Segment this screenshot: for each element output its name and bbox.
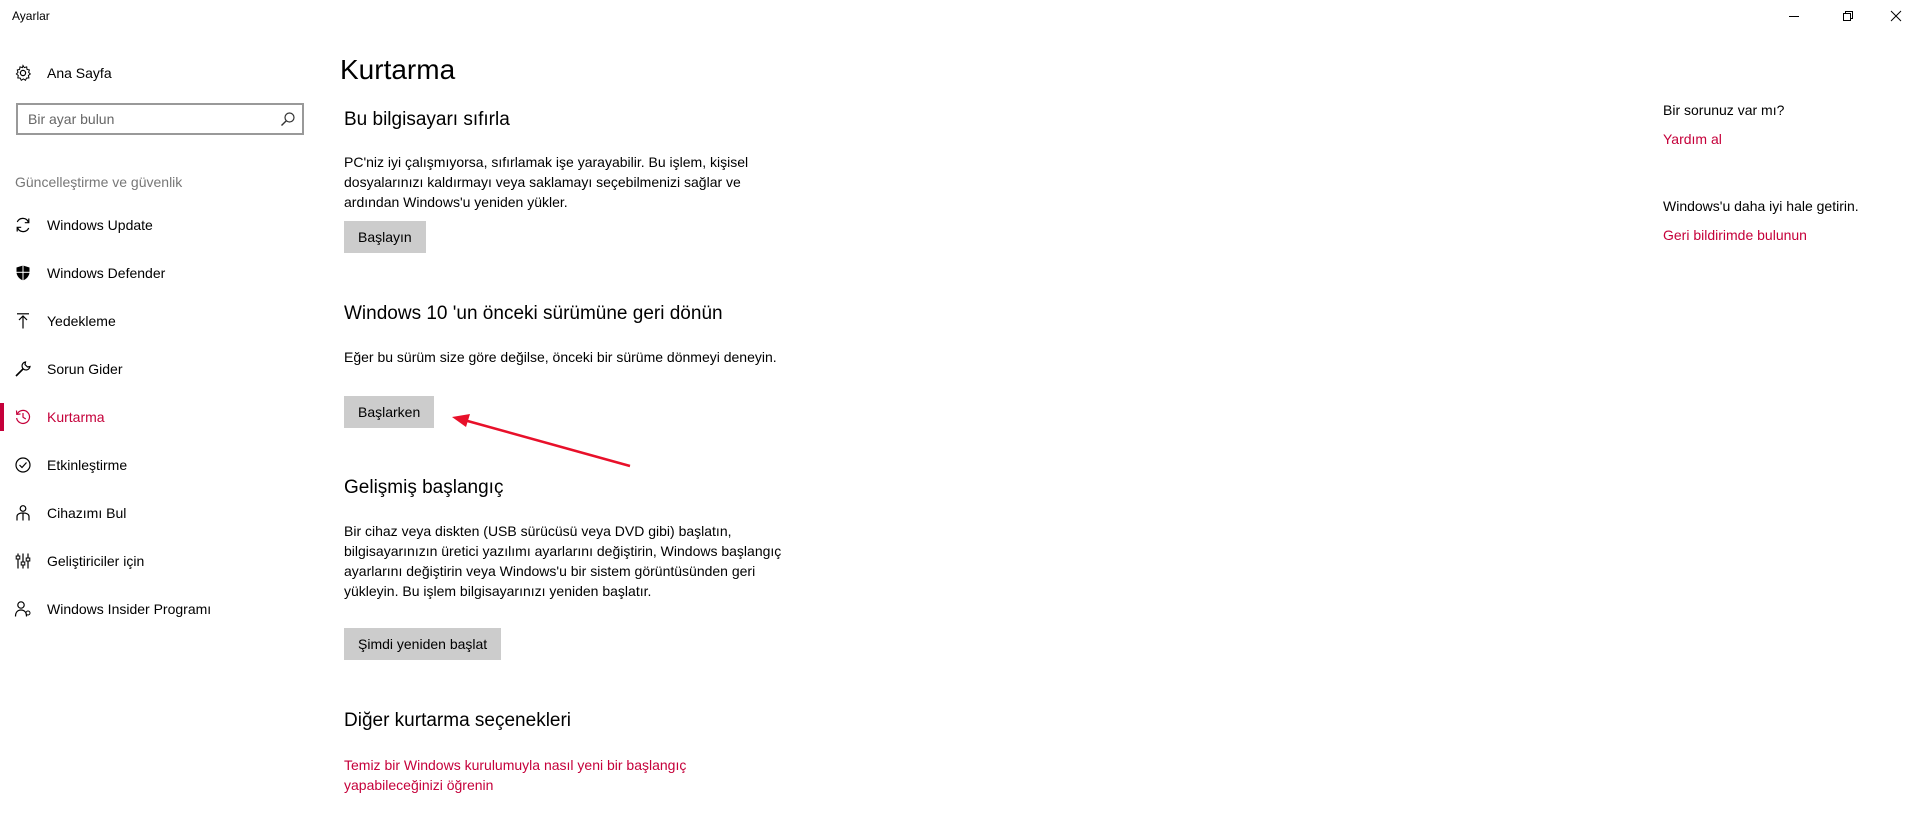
search-icon[interactable] bbox=[280, 111, 296, 132]
clean-install-link[interactable]: Temiz bir Windows kurulumuyla nasıl yeni bir başlangıç yapabileceğinizi öğrenin bbox=[344, 757, 687, 793]
sidebar-item-gelistiriciler-icin[interactable] bbox=[0, 541, 320, 581]
sidebar-item-label: Kurtarma bbox=[47, 409, 105, 425]
backup-arrow-icon bbox=[14, 312, 32, 330]
reset-description: PC'niz iyi çalışmıyorsa, sıfırlamak işe yarayabilir. Bu işlem, kişisel dosyalarınızı kaldırmayı veya saklamayı seçebilmenizi sağlar ve ardından Windows'u yeniden yükler. bbox=[344, 154, 749, 210]
reset-title: Bu bilgisayarı sıfırla bbox=[344, 109, 510, 130]
sidebar-item-windows-update[interactable] bbox=[0, 205, 320, 245]
sidebar-item-label: Windows Defender bbox=[47, 265, 166, 281]
restore-button[interactable] bbox=[1825, 0, 1871, 32]
sidebar-item-windows-insider[interactable] bbox=[0, 589, 320, 629]
rollback-start-button[interactable]: Başlarken bbox=[344, 396, 434, 428]
give-feedback-link[interactable]: Geri bildirimde bulunun bbox=[1663, 227, 1807, 243]
feedback-prompt: Windows'u daha iyi hale getirin. bbox=[1663, 198, 1859, 214]
minimize-button[interactable] bbox=[1771, 0, 1817, 32]
sidebar-item-kurtarma[interactable] bbox=[0, 397, 320, 437]
check-circle-icon bbox=[14, 456, 32, 474]
title-bar bbox=[0, 0, 1919, 32]
sidebar-item-cihazimi-bul[interactable] bbox=[0, 493, 320, 533]
sidebar-item-etkinlestirme[interactable] bbox=[0, 445, 320, 485]
insider-person-icon bbox=[14, 600, 32, 618]
advanced-title: Gelişmiş başlangıç bbox=[344, 477, 504, 498]
nav-home[interactable] bbox=[0, 56, 320, 90]
sidebar-item-label: Sorun Gider bbox=[47, 361, 123, 377]
page-title: Kurtarma bbox=[340, 54, 456, 85]
sidebar-item-windows-defender[interactable] bbox=[0, 253, 320, 293]
sidebar-item-sorun-gider[interactable] bbox=[0, 349, 320, 389]
restart-now-button[interactable]: Şimdi yeniden başlat bbox=[344, 628, 501, 660]
search-input[interactable] bbox=[18, 105, 268, 133]
sidebar-item-label: Windows Insider Programı bbox=[47, 601, 212, 617]
shield-icon bbox=[14, 264, 32, 282]
sidebar-item-label: Yedekleme bbox=[47, 313, 116, 329]
rollback-description: Eğer bu sürüm size göre değilse, önceki bir sürüme dönmeyi deneyin. bbox=[344, 349, 777, 365]
developer-sliders-icon bbox=[14, 552, 32, 570]
close-icon bbox=[1890, 10, 1902, 22]
sidebar-item-yedekleme[interactable] bbox=[0, 301, 320, 341]
sidebar-item-label: Geliştiriciler için bbox=[47, 553, 145, 569]
selection-indicator bbox=[0, 403, 4, 431]
sync-icon bbox=[14, 216, 32, 234]
restore-icon bbox=[1842, 10, 1854, 22]
sidebar-section-heading: Güncelleştirme ve güvenlik bbox=[15, 174, 183, 190]
sidebar-item-label: Windows Update bbox=[47, 217, 153, 233]
history-icon bbox=[14, 408, 32, 426]
get-help-link[interactable]: Yardım al bbox=[1663, 131, 1722, 147]
window-title: Ayarlar bbox=[12, 9, 50, 23]
other-title: Diğer kurtarma seçenekleri bbox=[344, 710, 572, 731]
person-pin-icon bbox=[14, 504, 32, 522]
search-box[interactable] bbox=[16, 103, 304, 135]
rollback-title: Windows 10 'un önceki sürümüne geri dönün bbox=[344, 303, 723, 324]
annotation-arrow-icon bbox=[440, 400, 640, 480]
advanced-description: Bir cihaz veya diskten (USB sürücüsü veya DVD gibi) başlatın, bilgisayarınızın üretici yazılımı ayarlarını değiştirin, Windows başlangıç ayarlarını değiştirin veya Windows'u bir sistem görüntüsünden geri yükleyin. Bu işlem bilgisayarınızı yeniden başlatır. bbox=[344, 523, 782, 599]
wrench-icon bbox=[14, 360, 32, 378]
sidebar-item-label: Etkinleştirme bbox=[47, 457, 128, 473]
sidebar-item-label: Cihazımı Bul bbox=[47, 505, 127, 521]
close-button[interactable] bbox=[1873, 0, 1919, 32]
reset-start-button[interactable]: Başlayın bbox=[344, 221, 426, 253]
help-question: Bir sorunuz var mı? bbox=[1663, 102, 1785, 118]
minimize-icon bbox=[1788, 10, 1800, 22]
nav-home-label: Ana Sayfa bbox=[47, 65, 112, 81]
gear-icon bbox=[14, 64, 32, 82]
